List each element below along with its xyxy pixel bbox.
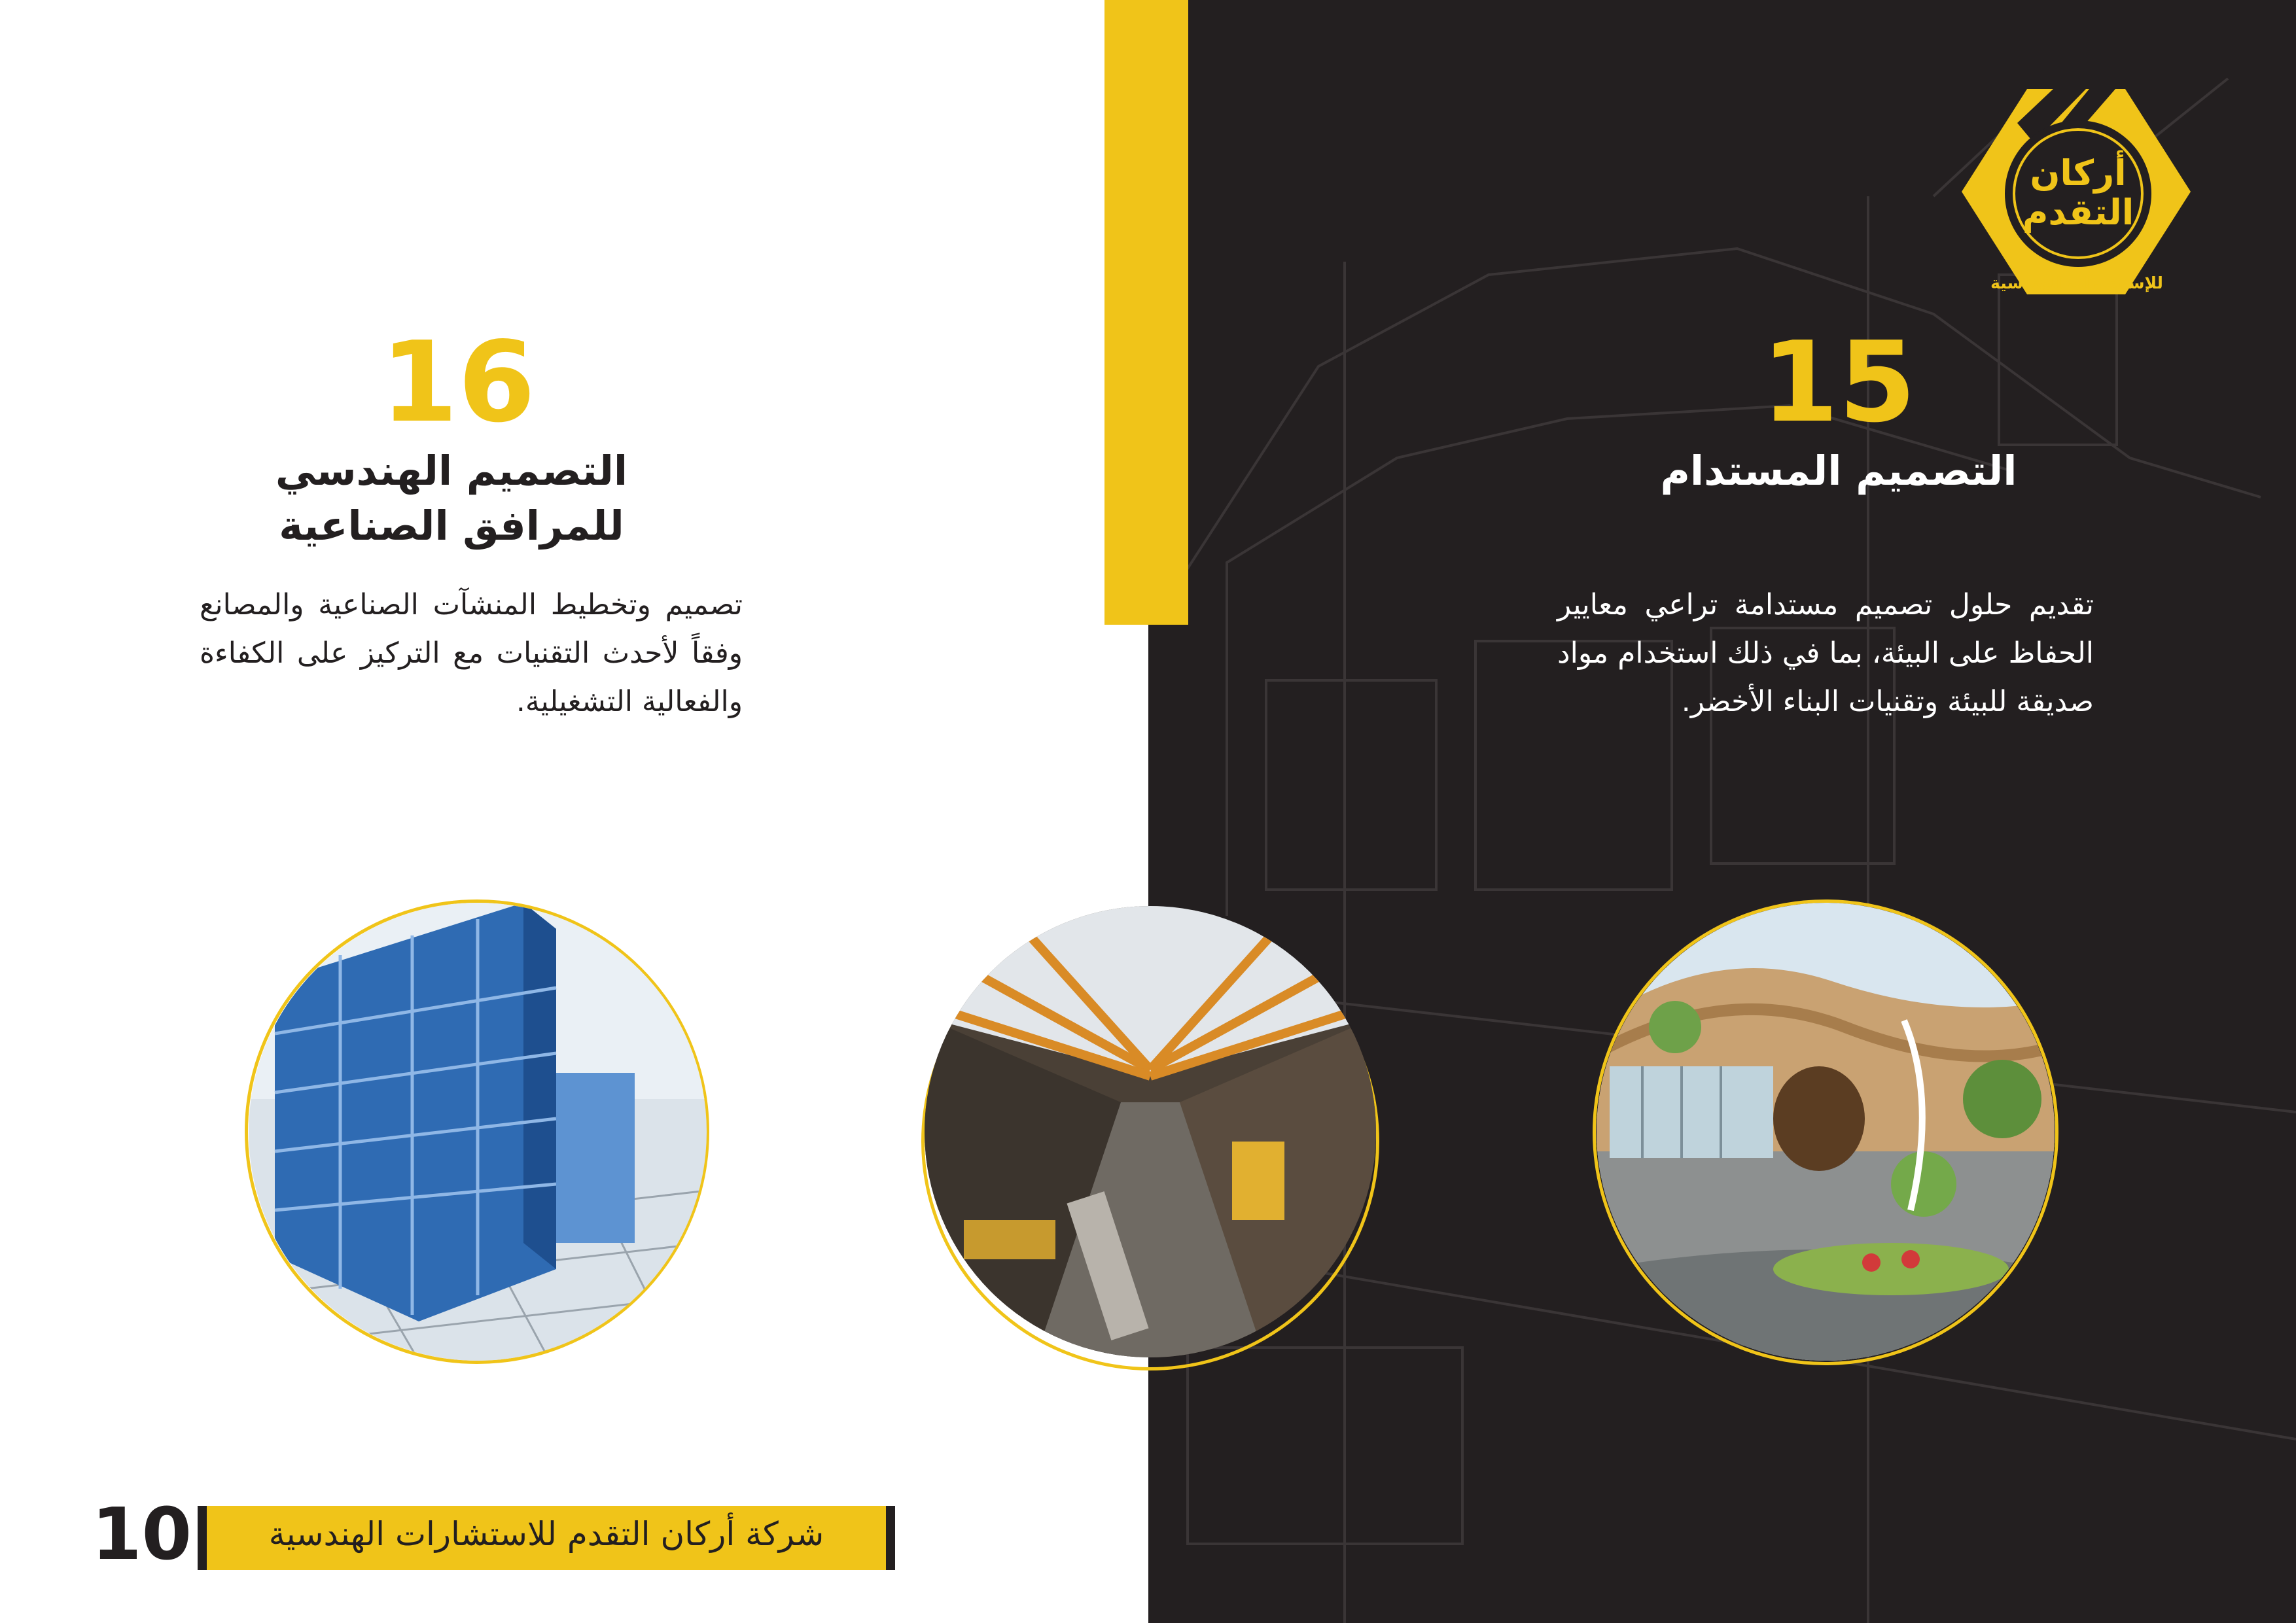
footer-band <box>198 1506 895 1570</box>
company-logo-icon <box>1955 84 2197 300</box>
logo-caption: للإستشارات الهندسية <box>1990 273 2163 292</box>
section-body-industrial-design: تصميم وتخطيط المنشآت الصناعية والمصانع وفقاً لأحدث التقنيات مع التركيز على الكفاءة والفعالية التشغيلية. <box>200 588 743 718</box>
logo-text-line2: التقدم <box>2022 192 2134 233</box>
yellow-accent-bar <box>1104 0 1188 625</box>
section-number-15: 15 <box>1761 318 1916 447</box>
section-body-sustainable-design: تقديم حلول تصميم مستدامة تراعي معايير الحفاظ على البيئة، بما في ذلك استخدام مواد صديقة للبيئة وتقنيات البناء الأخضر. <box>1557 588 2094 718</box>
logo-text-line1: أركان <box>2030 152 2127 194</box>
footer-company-name: شركة أركان التقدم للاستشارات الهندسية <box>268 1515 824 1553</box>
section-title-sustainable-design: التصميم المستدام <box>1660 447 2017 495</box>
section-title-industrial-design <box>183 444 720 553</box>
blue-building-blueprint-image <box>249 903 707 1361</box>
sustainable-green-building-image <box>1597 903 2055 1361</box>
section-title-line1: التصميم الهندسي <box>275 447 628 495</box>
page-number: 10 <box>92 1492 192 1576</box>
section-number-16: 16 <box>380 318 536 447</box>
industrial-factory-hall-image <box>925 906 1376 1357</box>
section-title-line2: للمرافق الصناعية <box>279 501 624 550</box>
